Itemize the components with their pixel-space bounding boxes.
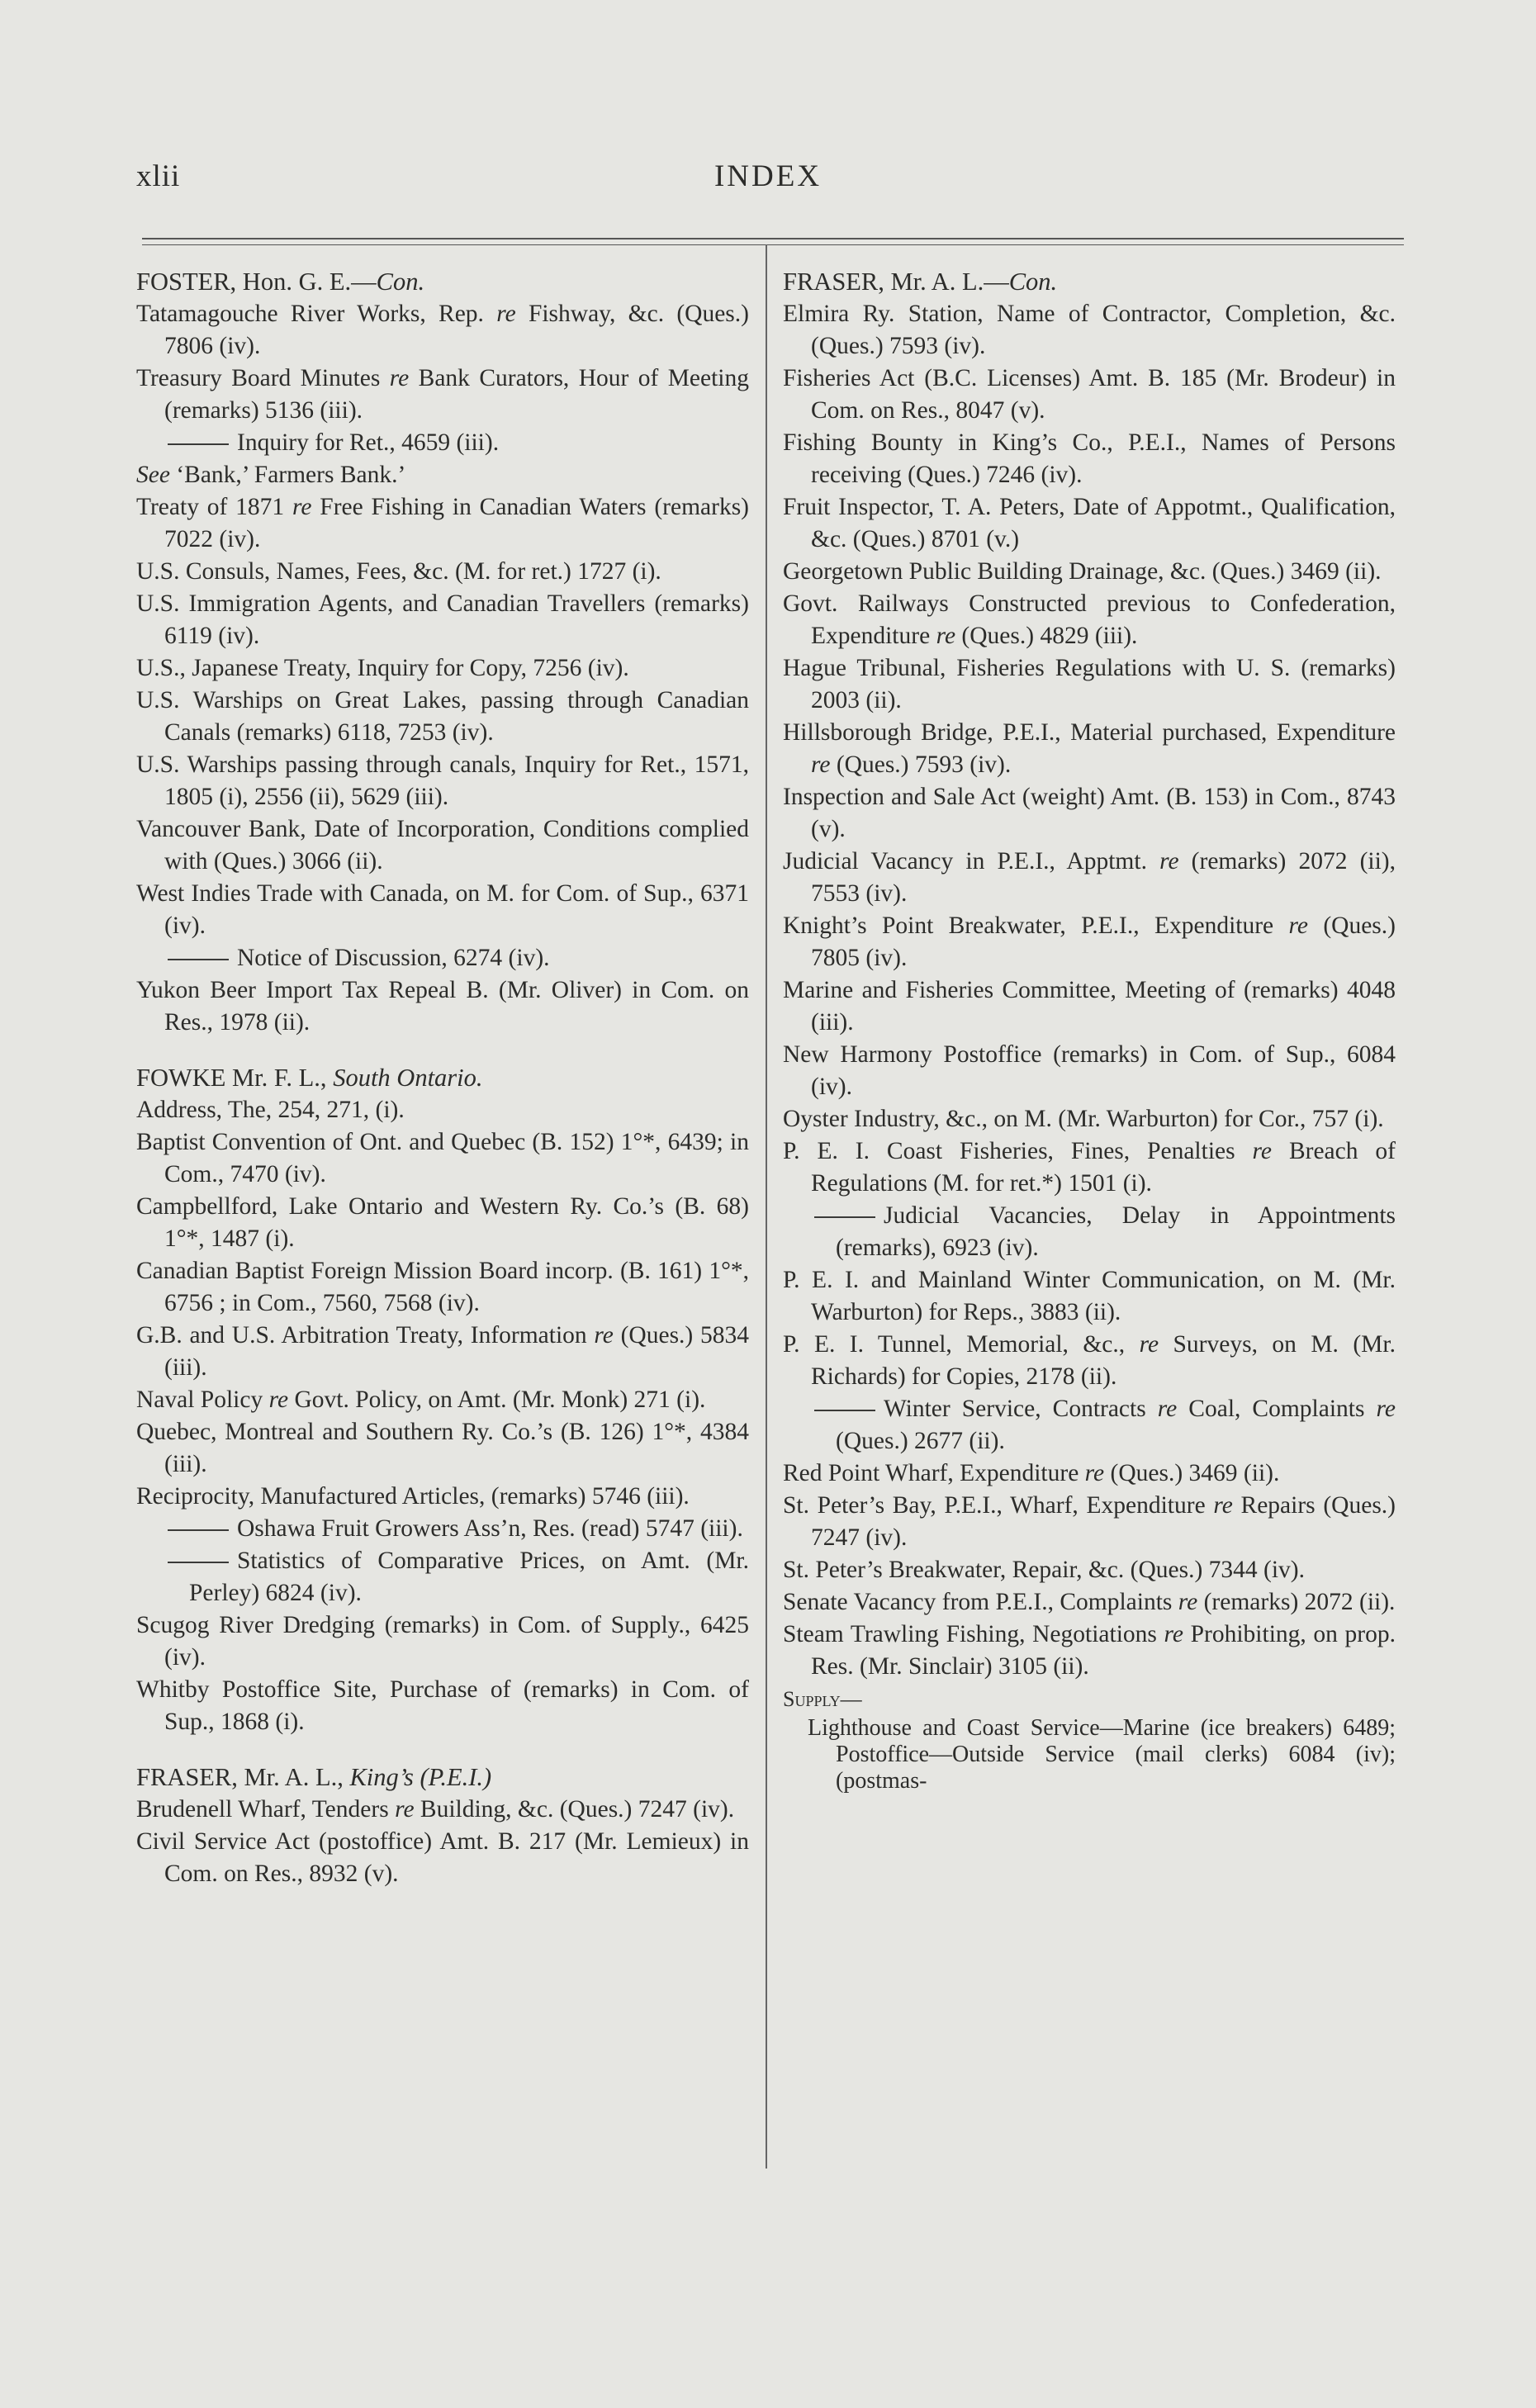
left-index-entry: Quebec, Montreal and Southern Ry. Co.’s (B. 126) 1°*, 4384 (iii). xyxy=(136,1419,749,1477)
repeat-dash xyxy=(168,959,229,960)
left-index-entry: Vancouver Bank, Date of Incorporation, Conditions complied with (Ques.) 3066 (ii). xyxy=(136,816,749,875)
right-index-entry: Red Point Wharf, Expenditure re (Ques.) 3469 (ii). xyxy=(783,1460,1280,1486)
right-index-entry: Inspection and Sale Act (weight) Amt. (B. 153) in Com., 8743 (v). xyxy=(783,784,1396,842)
right-index-entry: Georgetown Public Building Drainage, &c. (Ques.) 3469 (ii). xyxy=(783,558,1382,585)
left-index-subentry: Notice of Discussion, 6274 (iv). xyxy=(136,942,749,974)
right-index-entry: Senate Vacancy from P.E.I., Complaints re (remarks) 2072 (ii). xyxy=(783,1589,1396,1615)
right-index-entry: Hague Tribunal, Fisheries Regulations with U. S. (remarks) 2003 (ii). xyxy=(783,655,1396,713)
repeat-dash xyxy=(814,1216,875,1218)
right-index-entry: New Harmony Postoffice (remarks) in Com. of Sup., 6084 (iv). xyxy=(783,1041,1396,1100)
left-index-entry: Baptist Convention of Ont. and Quebec (B. 152) 1°*, 6439; in Com., 7470 (iv). xyxy=(136,1129,749,1187)
column-divider xyxy=(766,244,767,2169)
left-index-heading: FRASER, Mr. A. L., King’s (P.E.I.) xyxy=(136,1763,492,1791)
left-index-entry: Canadian Baptist Foreign Mission Board incorp. (B. 161) 1°*, 6756 ; in Com., 7560, 7568 (iv). xyxy=(136,1258,749,1316)
right-index-entry: Hillsborough Bridge, P.E.I., Material purchased, Expenditure re (Ques.) 7593 (iv). xyxy=(783,719,1396,778)
right-index-entry: Steam Trawling Fishing, Negotiations re Prohibiting, on prop. Res. (Mr. Sinclair) 3105 (ii). xyxy=(783,1621,1396,1680)
left-index-heading: FOSTER, Hon. G. E.—Con. xyxy=(136,268,425,296)
repeat-dash xyxy=(814,1410,875,1411)
left-index-entry: Civil Service Act (postoffice) Amt. B. 217 (Mr. Lemieux) in Com. on Res., 8932 (v). xyxy=(136,1828,749,1887)
right-index-entry: Judicial Vacancy in P.E.I., Apptmt. re (remarks) 2072 (ii), 7553 (iv). xyxy=(783,848,1396,907)
left-index-entry: Scugog River Dredging (remarks) in Com. of Supply., 6425 (iv). xyxy=(136,1612,749,1671)
right-column xyxy=(783,266,1396,1794)
repeat-dash xyxy=(168,1562,229,1563)
left-index-entry: Yukon Beer Import Tax Repeal B. (Mr. Oliver) in Com. on Res., 1978 (ii). xyxy=(136,977,749,1036)
right-index-entry: Knight’s Point Breakwater, P.E.I., Expenditure re (Ques.) 7805 (iv). xyxy=(783,912,1396,971)
right-index-supply-text: Lighthouse and Coast Service—Marine (ice breakers) 6489; Postoffice—Outside Service (mail clerks) 6084 (iv); (postmas- xyxy=(808,1715,1396,1794)
right-index-entry: Fisheries Act (B.C. Licenses) Amt. B. 185 (Mr. Brodeur) in Com. on Res., 8047 (v). xyxy=(783,365,1396,424)
right-index-entry: P. E. I. and Mainland Winter Communication, on M. (Mr. Warburton) for Reps., 3883 (ii). xyxy=(783,1267,1396,1325)
left-index-entry: Address, The, 254, 271, (i). xyxy=(136,1097,405,1123)
left-index-entry: Tatamagouche River Works, Rep. re Fishway, &c. (Ques.) 7806 (iv). xyxy=(136,301,749,359)
right-index-entry: Elmira Ry. Station, Name of Contractor, Completion, &c. (Ques.) 7593 (iv). xyxy=(783,301,1396,359)
left-index-entry: See ‘Bank,’ Farmers Bank.’ xyxy=(136,462,406,488)
left-index-entry: Treaty of 1871 re Free Fishing in Canadian Waters (remarks) 7022 (iv). xyxy=(136,494,749,552)
header-rule-thin xyxy=(142,244,1404,245)
right-index-heading: FRASER, Mr. A. L.—Con. xyxy=(783,268,1058,296)
right-index-entry: Oyster Industry, &c., on M. (Mr. Warburton) for Cor., 757 (i). xyxy=(783,1106,1384,1132)
left-index-heading: FOWKE Mr. F. L., South Ontario. xyxy=(136,1064,483,1092)
right-index-entry: Fishing Bounty in King’s Co., P.E.I., Names of Persons receiving (Ques.) 7246 (iv). xyxy=(783,429,1396,488)
right-index-entry: St. Peter’s Breakwater, Repair, &c. (Ques.) 7344 (iv). xyxy=(783,1557,1305,1583)
left-index-entry: Naval Policy re Govt. Policy, on Amt. (Mr. Monk) 271 (i). xyxy=(136,1386,706,1413)
left-index-entry: Reciprocity, Manufactured Articles, (remarks) 5746 (iii). xyxy=(136,1483,690,1510)
left-index-subentry: Inquiry for Ret., 4659 (iii). xyxy=(136,427,749,459)
left-index-subentry: Oshawa Fruit Growers Ass’n, Res. (read) 5747 (iii). xyxy=(136,1513,749,1545)
left-index-entry: U.S. Consuls, Names, Fees, &c. (M. for ret.) 1727 (i). xyxy=(136,558,661,585)
page-number: xlii xyxy=(136,159,181,193)
left-index-entry: G.B. and U.S. Arbitration Treaty, Information re (Ques.) 5834 (iii). xyxy=(136,1322,749,1381)
right-index-subentry: Winter Service, Contracts re Coal, Complaints re (Ques.) 2677 (ii). xyxy=(783,1393,1396,1458)
repeat-dash xyxy=(168,1529,229,1531)
running-head: INDEX xyxy=(713,159,823,193)
left-index-entry: U.S. Warships on Great Lakes, passing through Canadian Canals (remarks) 6118, 7253 (iv). xyxy=(136,687,749,746)
repeat-dash xyxy=(168,443,229,445)
left-index-entry: U.S., Japanese Treaty, Inquiry for Copy, 7256 (iv). xyxy=(136,655,629,681)
right-index-entry: St. Peter’s Bay, P.E.I., Wharf, Expenditure re Repairs (Ques.) 7247 (iv). xyxy=(783,1492,1396,1551)
right-index-entry: P. E. I. Coast Fisheries, Fines, Penalties re Breach of Regulations (M. for ret.*) 1501 (i). xyxy=(783,1138,1396,1197)
header-rule xyxy=(142,238,1404,239)
right-index-entry: Govt. Railways Constructed previous to Confederation, Expenditure re (Ques.) 4829 (iii). xyxy=(783,590,1396,649)
right-index-entry: P. E. I. Tunnel, Memorial, &c., re Surveys, on M. (Mr. Richards) for Copies, 2178 (ii). xyxy=(783,1331,1396,1390)
left-index-entry: U.S. Immigration Agents, and Canadian Travellers (remarks) 6119 (iv). xyxy=(136,590,749,649)
left-index-entry: Campbellford, Lake Ontario and Western Ry. Co.’s (B. 68) 1°*, 1487 (i). xyxy=(136,1193,749,1252)
right-index-supply-label: Supply— xyxy=(783,1687,862,1711)
left-index-entry: Brudenell Wharf, Tenders re Building, &c. (Ques.) 7247 (iv). xyxy=(136,1796,735,1823)
left-column xyxy=(136,266,749,1890)
left-index-subentry: Statistics of Comparative Prices, on Amt. (Mr. Perley) 6824 (iv). xyxy=(136,1545,749,1609)
left-index-entry: Treasury Board Minutes re Bank Curators, Hour of Meeting (remarks) 5136 (iii). xyxy=(136,365,749,424)
right-index-subentry: Judicial Vacancies, Delay in Appointments (remarks), 6923 (iv). xyxy=(783,1200,1396,1264)
right-index-entry: Fruit Inspector, T. A. Peters, Date of Appotmt., Qualification, &c. (Ques.) 8701 (v.) xyxy=(783,494,1396,552)
left-index-entry: Whitby Postoffice Site, Purchase of (remarks) in Com. of Sup., 1868 (i). xyxy=(136,1676,749,1735)
left-index-entry: U.S. Warships passing through canals, Inquiry for Ret., 1571, 1805 (i), 2556 (ii), 5629 (iii). xyxy=(136,751,749,810)
right-index-entry: Marine and Fisheries Committee, Meeting of (remarks) 4048 (iii). xyxy=(783,977,1396,1036)
left-index-entry: West Indies Trade with Canada, on M. for Com. of Sup., 6371 (iv). xyxy=(136,880,749,939)
